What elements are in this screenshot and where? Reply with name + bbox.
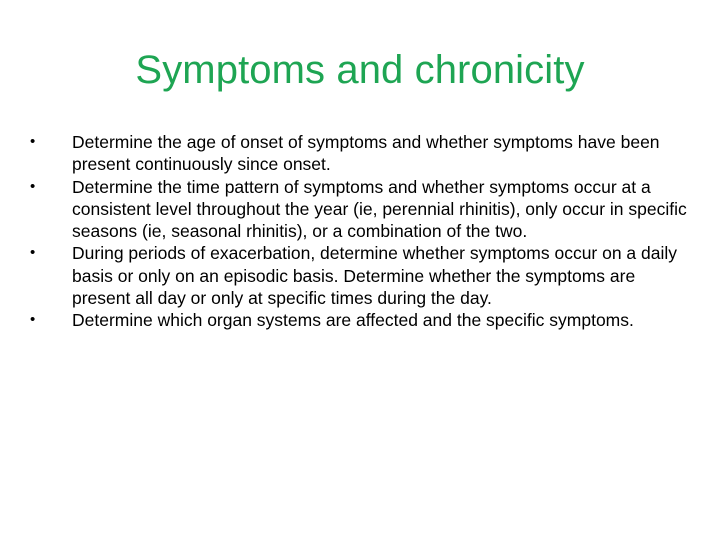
bullet-text: During periods of exacerbation, determine whether symptoms occur on a daily basis or only on an episodic basis. Determine whether the symptoms are present all day or only at specific times during the day. bbox=[72, 243, 678, 309]
bullet-item bbox=[30, 176, 698, 243]
bullet-dot-icon: • bbox=[30, 177, 36, 195]
bullet-text: Determine the age of onset of symptoms and whether symptoms have been present continuously since onset. bbox=[72, 132, 660, 175]
slide-title: Symptoms and chronicity bbox=[135, 48, 585, 92]
bullet-item bbox=[30, 309, 698, 331]
bullet-list bbox=[30, 131, 698, 332]
bullet-dot-icon: • bbox=[30, 244, 36, 262]
bullet-dot-icon: • bbox=[30, 311, 36, 329]
bullet-text: Determine the time pattern of symptoms and whether symptoms occur at a consistent level throughout the year (ie, perennial rhinitis), only occur in specific seasons (ie, seasonal rhinitis), or a combination of the two. bbox=[72, 176, 687, 242]
bullet-dot-icon: • bbox=[30, 133, 36, 150]
bullet-text: Determine which organ systems are affected and the specific symptoms. bbox=[72, 310, 634, 331]
bullet-item bbox=[30, 242, 698, 309]
bullet-item bbox=[30, 131, 698, 176]
